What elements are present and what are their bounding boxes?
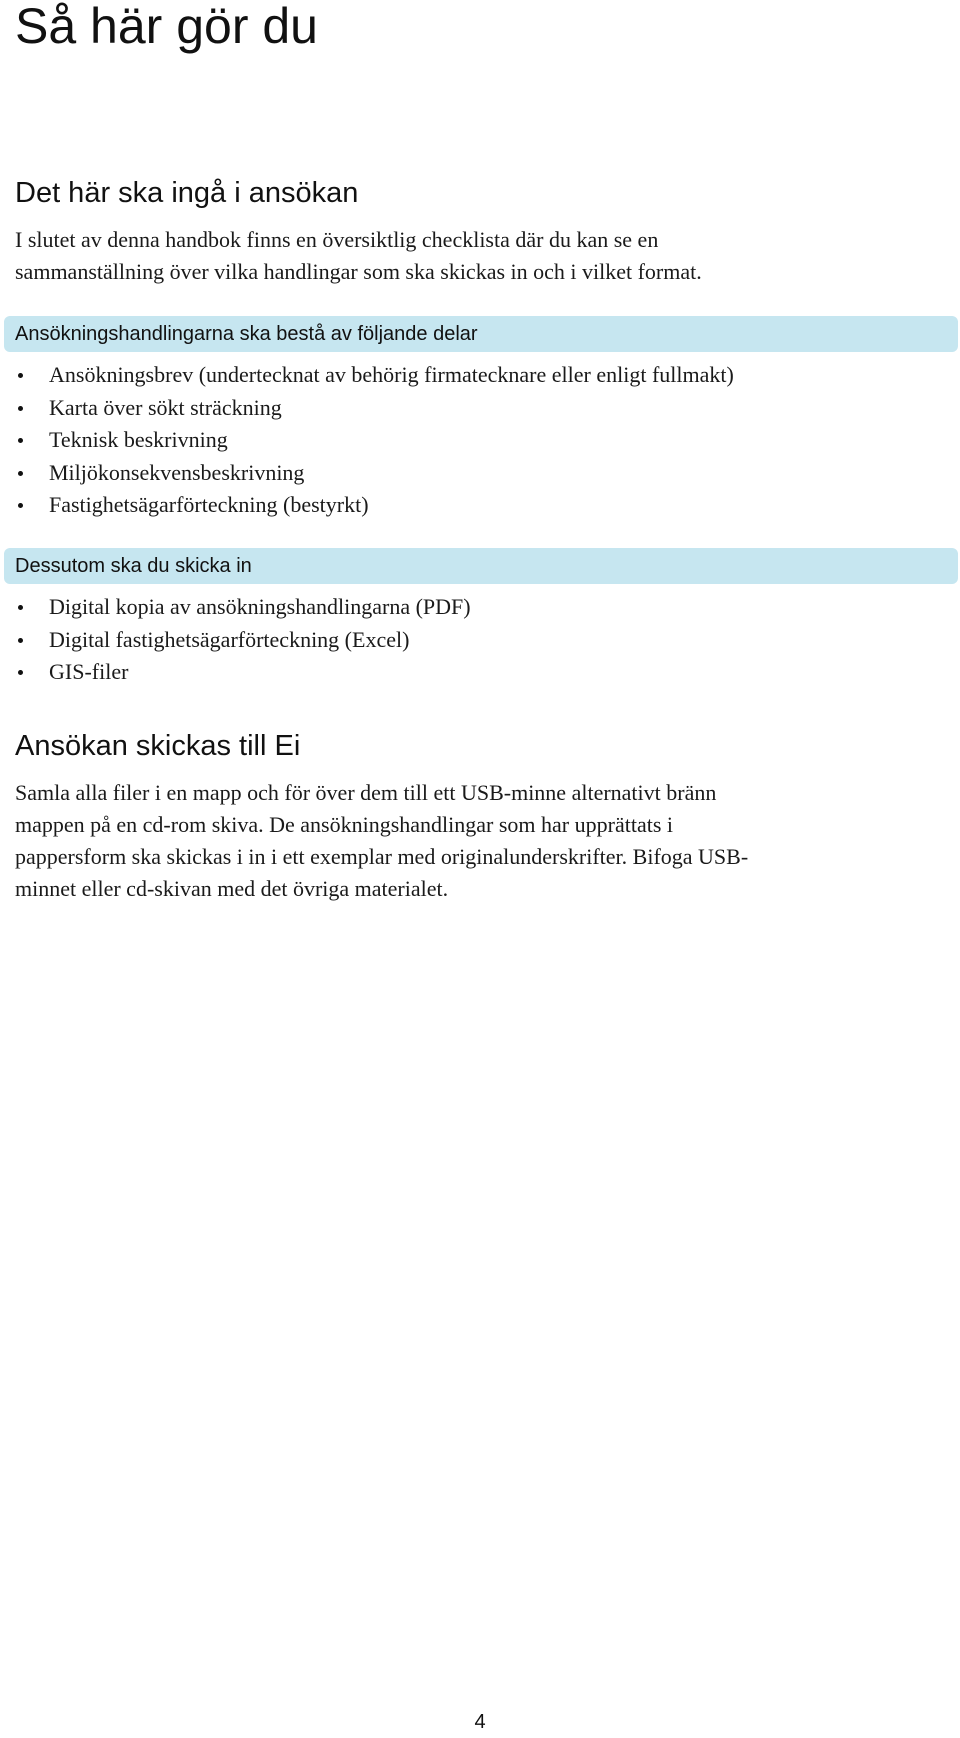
list-item — [0, 457, 734, 490]
list-item-text: Fastighetsägarförteckning (bestyrkt) — [49, 492, 369, 517]
send-line: minnet eller cd-skivan med det övriga materialet. — [15, 876, 449, 901]
bullet-icon — [18, 438, 23, 443]
bullet-icon — [18, 605, 23, 610]
list-item-text: Ansökningsbrev (undertecknat av behörig firmatecknare eller enligt fullmakt) — [49, 362, 734, 387]
list-item-text: GIS-filer — [49, 659, 129, 684]
bullet-icon — [18, 670, 23, 675]
list-item-text: Teknisk beskrivning — [49, 427, 228, 452]
bullet-icon — [18, 638, 23, 643]
section-heading-contents: Det här ska ingå i ansökan — [15, 177, 359, 209]
list-item-text: Digital kopia av ansökningshandlingarna (PDF) — [49, 594, 471, 619]
list-item — [0, 624, 471, 657]
bullet-icon — [18, 503, 23, 508]
list-item-text: Digital fastighetsägarförteckning (Excel) — [49, 626, 410, 652]
page-title: Så här gör du — [15, 0, 318, 54]
extras-list — [0, 591, 471, 689]
list-item-text: Karta över sökt sträckning — [49, 394, 282, 420]
page-number: 4 — [474, 1711, 486, 1733]
bullet-icon — [18, 373, 23, 378]
intro-line: sammanställning över vilka handlingar som ska skickas in och i vilket format. — [15, 259, 702, 284]
list-item — [0, 591, 471, 624]
send-paragraph — [15, 777, 945, 905]
list-item — [0, 489, 734, 522]
parts-list — [0, 359, 734, 522]
intro-line: I slutet av denna handbok finns en översiktlig checklista där du kan se en — [15, 227, 659, 252]
list-item-text: Miljökonsekvensbeskrivning — [49, 459, 305, 485]
parts-highlight-bar: Ansökningshandlingarna ska bestå av följande delar — [4, 316, 958, 352]
intro-paragraph — [15, 224, 945, 288]
bullet-icon — [18, 471, 23, 476]
bullet-icon — [18, 406, 23, 411]
list-item — [0, 392, 734, 425]
send-line: Samla alla filer i en mapp och för över dem till ett USB-minne alternativt bränn — [15, 780, 717, 805]
list-item — [0, 424, 734, 457]
send-line: mappen på en cd-rom skiva. De ansökningshandlingar som har upprättats i — [15, 812, 674, 837]
list-item — [0, 359, 734, 392]
section-heading-send: Ansökan skickas till Ei — [15, 730, 301, 762]
send-line: pappersform ska skickas i in i ett exemplar med originalunderskrifter. Bifoga USB- — [15, 844, 749, 869]
list-item — [0, 656, 471, 689]
extras-highlight-bar: Dessutom ska du skicka in — [4, 548, 958, 584]
